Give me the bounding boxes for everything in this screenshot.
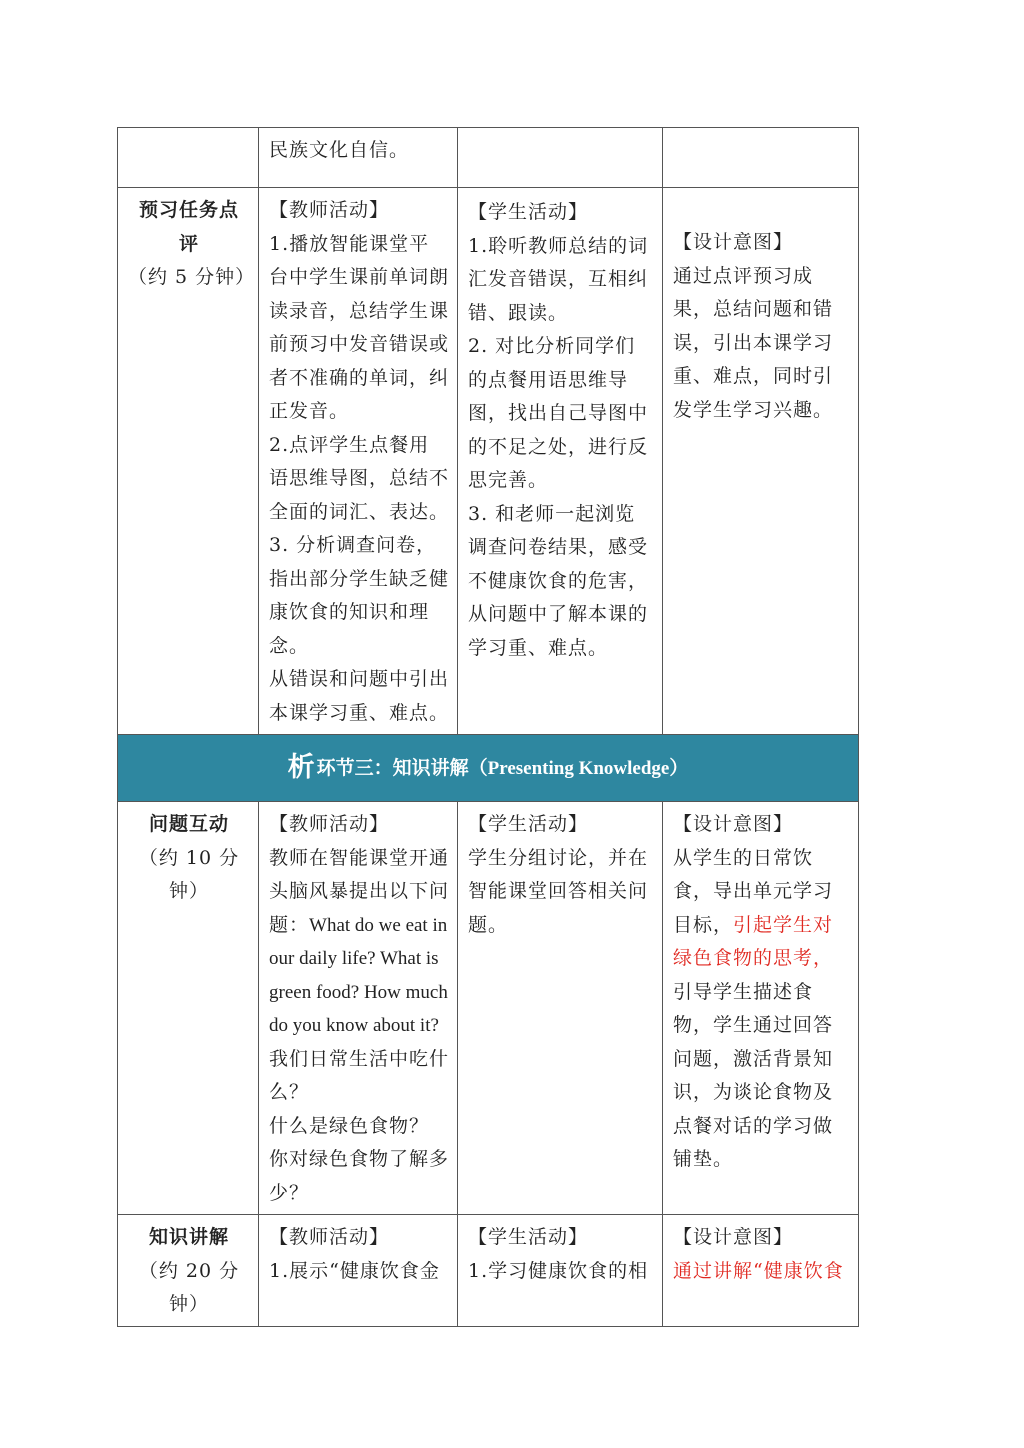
cell-text: 2. 对比分析同学们的点餐用语思维导图，找出自己导图中的不足之处，进行反思完善。	[468, 335, 649, 491]
intent-cell	[663, 1215, 859, 1327]
lesson-plan-table	[117, 127, 859, 1327]
section-icon: 析	[287, 751, 315, 783]
teacher-cell	[259, 188, 458, 735]
cell-header: 【教师活动】	[269, 813, 390, 835]
stage-cell	[118, 128, 259, 188]
cell-text: 什么是绿色食物？	[269, 1114, 430, 1137]
student-cell	[458, 802, 663, 1215]
cell-text: 1.展示“健康饮食金	[269, 1259, 440, 1282]
stage-title: 问题互动	[148, 813, 229, 835]
cell-text: 从学生的日常饮食，导出单元学习目标，	[673, 846, 834, 936]
cell-text: 民族文化自信。	[269, 139, 410, 161]
teacher-cell	[259, 128, 458, 188]
cell-text: 3. 分析调查问卷，指出部分学生缺乏健康饮食的知识和理念。	[269, 534, 450, 657]
stage-title: 知识讲解	[148, 1226, 229, 1248]
teacher-cell	[259, 802, 458, 1215]
stage-cell	[118, 802, 259, 1215]
highlight-text: 通过讲解“健康饮食	[673, 1259, 844, 1282]
cell-text: 2.点评学生点餐用语思维导图，总结不全面的词汇、表达。	[269, 433, 450, 523]
cell-text: 1.学习健康饮食的相	[468, 1259, 649, 1282]
table-row	[118, 1215, 859, 1327]
cell-header: 【教师活动】	[269, 199, 390, 221]
stage-title: 预习任务点	[138, 199, 239, 221]
student-cell	[458, 128, 663, 188]
stage-duration: （约 20 分钟）	[138, 1259, 240, 1315]
cell-text: 你对绿色食物了解多少？	[269, 1148, 450, 1204]
intent-cell	[663, 128, 859, 188]
stage-cell	[118, 1215, 259, 1327]
intent-cell	[663, 188, 859, 735]
cell-text: 引导学生描述食物，学生通过回答问题，激活背景知识，为谈论食物及点餐对话的学习做铺垫。	[673, 980, 834, 1170]
section-title-english: （Presenting Knowledge）	[468, 757, 689, 779]
cell-text: 从错误和问题中引出本课学习重、难点。	[269, 668, 450, 724]
section-title: 环节三：知识讲解	[316, 756, 469, 779]
stage-title: 评	[178, 232, 199, 255]
highlight-text: 引起学生对绿色食物的思考，	[673, 913, 834, 969]
cell-header: 【教师活动】	[269, 1226, 390, 1248]
section-header	[118, 735, 859, 802]
cell-header: 【学生活动】	[468, 813, 589, 835]
student-cell	[458, 188, 663, 735]
table-row	[118, 802, 859, 1215]
cell-text: 我们日常生活中吃什么？	[269, 1047, 450, 1103]
stage-duration: （约 10 分钟）	[138, 846, 240, 902]
english-questions: What do we eat in our daily life? What is green food? How much do you know about it?	[269, 914, 448, 1036]
cell-text: 3. 和老师一起浏览调查问卷结果，感受不健康饮食的危害，从问题中了解本课的学习重、难点。	[468, 502, 649, 659]
cell-header: 【设计意图】	[673, 231, 794, 253]
cell-text: 1.播放智能课堂平台中学生课前单词朗读录音，总结学生课前预习中发音错误或者不准确的单词，纠正发音。	[269, 232, 450, 422]
cell-text: 教师在智能课堂开通头脑风暴提出以下问题：	[269, 846, 450, 936]
cell-header: 【学生活动】	[468, 201, 589, 223]
cell-header: 【设计意图】	[673, 813, 794, 835]
table-row	[118, 128, 859, 188]
stage-cell	[118, 188, 259, 735]
cell-text: 1.聆听教师总结的词汇发音错误，互相纠错、跟读。	[468, 234, 649, 324]
cell-text: 学生分组讨论，并在智能课堂回答相关问题。	[468, 846, 649, 936]
intent-cell	[663, 802, 859, 1215]
section-header-row	[118, 735, 859, 802]
teacher-cell	[259, 1215, 458, 1327]
cell-header: 【设计意图】	[673, 1226, 794, 1248]
student-cell	[458, 1215, 663, 1327]
table-row	[118, 188, 859, 735]
cell-header: 【学生活动】	[468, 1226, 589, 1248]
stage-duration: （约 5 分钟）	[128, 266, 256, 288]
cell-text: 通过点评预习成果，总结问题和错误，引出本课学习重、难点，同时引发学生学习兴趣。	[673, 264, 834, 421]
